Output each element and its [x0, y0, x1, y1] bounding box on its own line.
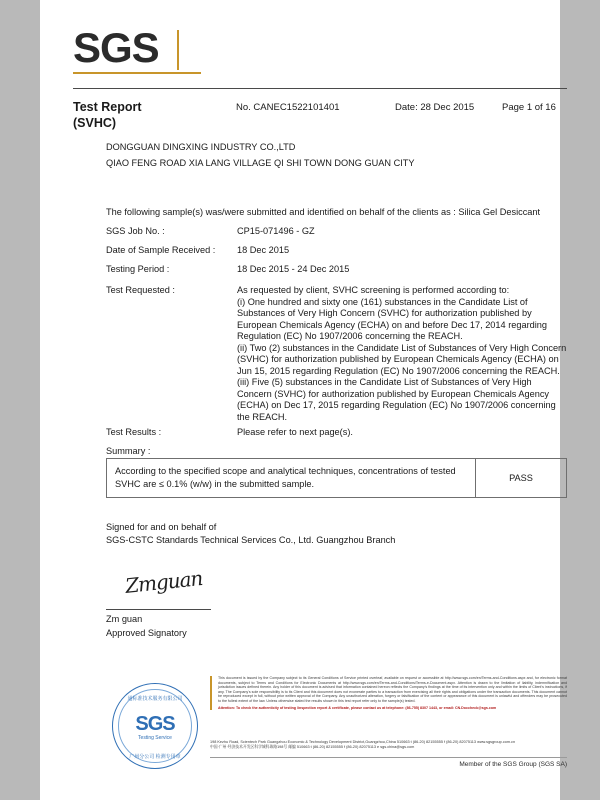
company-stamp-seal [112, 683, 198, 769]
summary-table [106, 458, 567, 498]
stamp-arc-bottom-text: 广州分公司 检测专用章 [129, 754, 181, 760]
field-value: CP15-071496 - GZ [237, 226, 315, 236]
field-row [106, 245, 576, 262]
test-requested-row [106, 285, 576, 475]
field-row [106, 226, 576, 243]
stamp-sub-text: Testing Service [138, 735, 172, 741]
sgs-logo-accent-vertical [177, 30, 179, 70]
field-value: 18 Dec 2015 [237, 245, 290, 255]
header-divider [73, 88, 567, 89]
handwritten-signature: Zmguan [123, 566, 204, 598]
signatory-role: Approved Signatory [106, 628, 187, 638]
footer-attention-notice: Attention: To check the authenticity of testing /inspection report & certificate, please contact us at telephone: (86-755) 8307 1443, or email: CN.Doccheck@sgs.com [218, 705, 497, 710]
sgs-logo-text: SGS [73, 24, 159, 71]
field-row [106, 264, 576, 283]
stamp-brand-text: SGS [135, 713, 175, 735]
client-name: DONGGUAN DINGXING INDUSTRY CO.,LTD [106, 142, 296, 152]
footer-divider [210, 757, 567, 758]
test-requested-item: (iii) Five (5) substances in the Candidate List of Substances of Very High Concern (SVHC) for authorization published by European Chemicals Agency (ECHA) on Dec 17, 2015 regarding Regulation (EC) No 1907/2006 concerning the REACH. [237, 377, 556, 422]
field-label: Date of Sample Received : [106, 245, 216, 255]
stamp-arc-top-text: 通标准技术服务有限公司 [127, 696, 183, 702]
footer-address [210, 740, 567, 750]
footer-member-text: Member of the SGS Group (SGS SA) [459, 761, 567, 768]
signature-block-heading [106, 521, 395, 546]
footer-address-line-cn: 中国·广州·经济技术开发区科学城科珠路198号 邮编 510663 t (86-20) 82155555 f (86-20) 82075113 e sgs.china@sgs.com [210, 745, 415, 749]
test-results-value: Please refer to next page(s). [237, 427, 353, 437]
report-title-line1: Test Report [73, 100, 142, 114]
sample-submitted-statement: The following sample(s) was/were submitted and identified on behalf of the clients as : Silica Gel Desiccant [106, 207, 541, 217]
test-requested-value [237, 285, 567, 423]
summary-verdict: PASS [509, 473, 533, 483]
test-requested-intro: As requested by client, SVHC screening is performed according to: [237, 285, 510, 295]
test-requested-item: (i) One hundred and sixty one (161) substances in the Candidate List of Substances of Very High Concern (SVHC) for authorization published by European Chemicals Agency (ECHA) on and before Dec 17, 2014 regarding Regulation (EC) No 1907/2006 concerning the REACH. [237, 296, 548, 341]
footer-legal-paragraph: This document is issued by the Company subject to its General Conditions of Service printed overleaf, available on request or accessible at http://www.sgs.com/en/Terms-and-Conditions.aspx and, for electronic format documents, subject to Terms and Conditions for Electronic Documents at http://www.sgs.com/en/Terms-and-Conditions/Terms-e-Document.aspx. Attention is drawn to the limitation of liability, indemnification and jurisdiction issues defined therein. Any holder of this document is advised that information contained hereon reflects the Company's findings at the time of its intervention only and within the limits of Client's instructions, if any. The Company's sole responsibility is to its Client and this document does not exonerate parties to a transaction from exercising all their rights and obligations under the transaction documents. This document cannot be reproduced except in full, without prior written approval of the Company. Any unauthorized alteration, forgery or falsification of the content or appearance of this document is unlawful and offenders may be prosecuted to the fullest extent of the law. Unless otherwise stated the results shown in this test report refer only to the sample(s) tested. [218, 676, 567, 703]
report-title-line2: (SVHC) [73, 116, 117, 130]
footer-address-line-en: 198 Kezhu Road, Scientech Park Guangzhou Economic & Technology Development District,Guangzhou,China 510663 t (86-20) 82155555 f (86-20) 82075113 www.sgsgroup.com.cn [210, 740, 516, 744]
signature-line [106, 609, 211, 610]
sgs-logo-accent-horizontal [73, 72, 201, 74]
field-value: 18 Dec 2015 - 24 Dec 2015 [237, 264, 350, 274]
report-title [73, 99, 233, 131]
footer-legal-notice [210, 676, 567, 710]
page-margin-left [0, 0, 40, 800]
test-requested-item: (ii) Two (2) substances in the Candidate List of Substances of Very High Concern (SVHC) for authorization published by European Chemicals Agency (ECHA) on Jun 15, 2015 regarding Regulation (EC) No 1907/2006 concerning the REACH. [237, 342, 567, 376]
report-sheet [40, 0, 567, 800]
signed-for-label: Signed for and on behalf of [106, 522, 217, 532]
summary-text: According to the specified scope and analytical techniques, concentrations of tested SVHC are ≤ 0.1% (w/w) in the submitted sample. [107, 459, 476, 497]
signing-entity: SGS-CSTC Standards Technical Services Co., Ltd. Guangzhou Branch [106, 534, 396, 545]
report-number: No. CANEC1522101401 [236, 102, 340, 113]
test-requested-label: Test Requested : [106, 285, 175, 295]
summary-label: Summary : [106, 446, 151, 456]
field-label: Testing Period : [106, 264, 170, 274]
test-results-inner [106, 427, 576, 443]
sgs-logo [73, 26, 203, 78]
report-date: Date: 28 Dec 2015 [395, 102, 475, 113]
page-indicator: Page 1 of 16 [502, 102, 556, 113]
client-address: QIAO FENG ROAD XIA LANG VILLAGE QI SHI TOWN DONG GUAN CITY [106, 158, 415, 168]
test-results-label: Test Results : [106, 427, 162, 437]
field-label: SGS Job No. : [106, 226, 165, 236]
test-results-row [106, 427, 576, 445]
signatory-name: Zm guan [106, 614, 143, 624]
